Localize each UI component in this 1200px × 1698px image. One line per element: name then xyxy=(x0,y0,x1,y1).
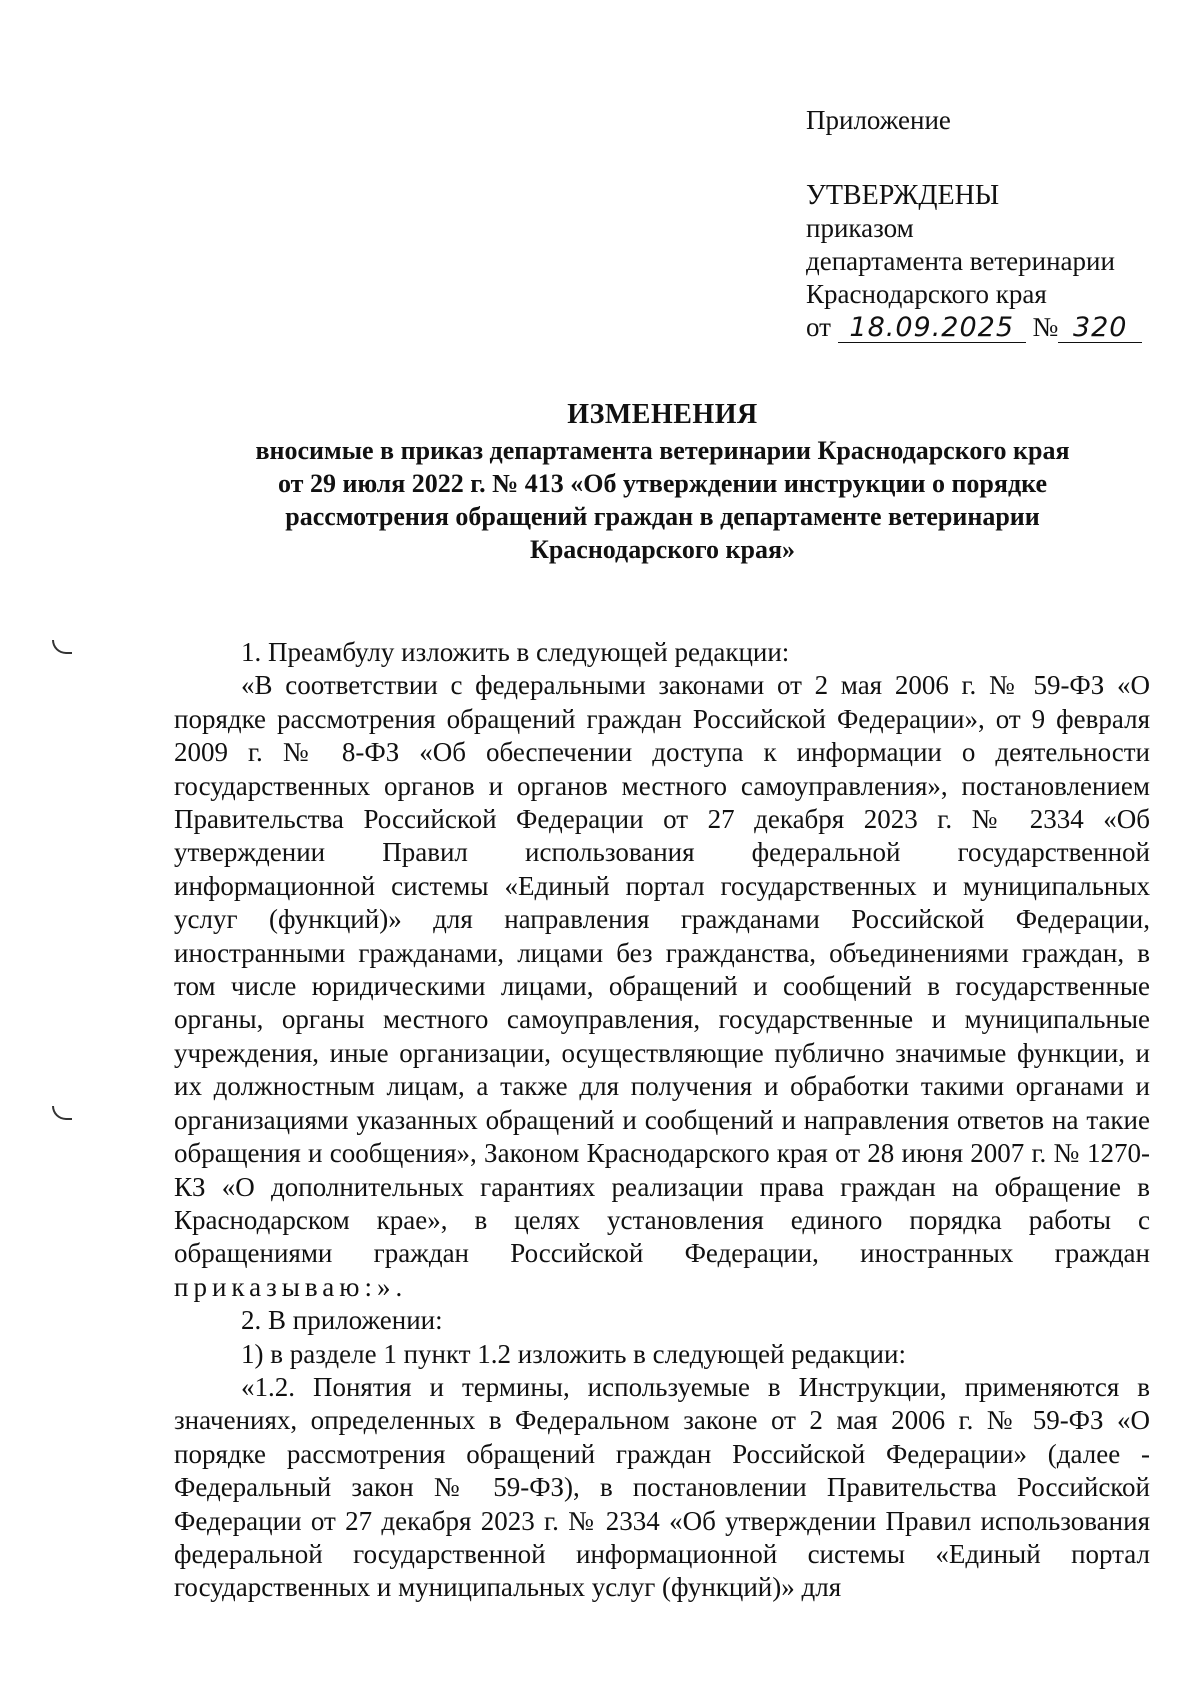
paragraph-2 xyxy=(174,669,1150,1304)
paragraph-4: 1) в разделе 1 пункт 1.2 изложить в следующей редакции: xyxy=(241,1338,906,1369)
paragraph-5: «1.2. Понятия и термины, используемые в Инструкции, применяются в значениях, определенных в Федеральном законе от 2 мая 2006 г. № 59-ФЗ «О порядке рассмотрения обращений граждан Российской Федерации» (далее - Федеральный закон № 59-ФЗ), в постановлении Правительства Российской Федерации от 27 декабря 2023 г. № 2334 «Об утверждении Правил использования федеральной государственной информационной системы «Единый портал государственных и муниципальных услуг (функций)» для xyxy=(174,1371,1150,1603)
document-title: ИЗМЕНЕНИЯ xyxy=(567,399,758,430)
paragraph-1: 1. Преамбулу изложить в следующей редакции: xyxy=(241,637,790,667)
document-title-block xyxy=(175,398,1150,566)
document-body xyxy=(174,636,1150,1605)
margin-mark-bottom xyxy=(52,1106,72,1120)
approval-block xyxy=(806,104,1176,344)
margin-mark-top xyxy=(52,640,72,654)
approved-line-region: Краснодарского края xyxy=(806,279,1047,309)
approved-line-order: приказом xyxy=(806,213,914,243)
approved-heading: УТВЕРЖДЕНЫ xyxy=(806,180,1000,211)
handwritten-date: 18.09.2025 xyxy=(838,314,1026,343)
document-subtitle: вносимые в приказ департамента ветеринарии Краснодарского края от 29 июля 2022 г. № 413 «Об утверждении инструкции о порядке рассмотрения обращений граждан в департаменте ветеринарии Краснодарского края» xyxy=(255,436,1070,564)
paragraph-2-order-word: приказываю:». xyxy=(174,1271,408,1302)
appendix-label: Приложение xyxy=(806,105,951,135)
handwritten-number: 320 xyxy=(1058,314,1142,343)
approval-date-line xyxy=(806,311,1176,344)
paragraph-2-text: «В соответствии с федеральными законами от 2 мая 2006 г. № 59-ФЗ «О порядке рассмотрения обращений граждан Российской Федерации», от 9 февраля 2009 г. № 8-ФЗ «Об обеспечении доступа к информации о деятельности государственных органов и органов местного самоуправления», постановлением Правительства Российской Федерации от 27 декабря 2023 г. № 2334 «Об утверждении Правил использования федеральной государственной информационной системы «Единый портал государственных и муниципальных услуг (функций)» для направления гражданами Российской Федерации, иностранными гражданами, лицами без гражданства, объединениями граждан, в том числе юридическими лицами, обращений и сообщений в государственные органы, органы местного самоуправления, государственные и муниципальные учреждения, иные организации, осуществляющие публично значимые функции, и их должностным лицам, а также для получения и обработки такими органами и организациями указанных обращений и сообщений и направления ответов на такие обращения и сообщения», Законом Краснодарского края от 28 июня 2007 г. № 1270-КЗ «О дополнительных гарантиях реализации права граждан на обращение в Краснодарском крае», в целях установления единого порядка работы с обращениями граждан Российской Федерации, иностранных граждан xyxy=(174,670,1150,1269)
number-prefix: № xyxy=(1032,312,1059,342)
paragraph-3: 2. В приложении: xyxy=(241,1305,443,1336)
date-prefix: от xyxy=(806,312,831,342)
approved-line-department: департамента ветеринарии xyxy=(806,246,1115,276)
